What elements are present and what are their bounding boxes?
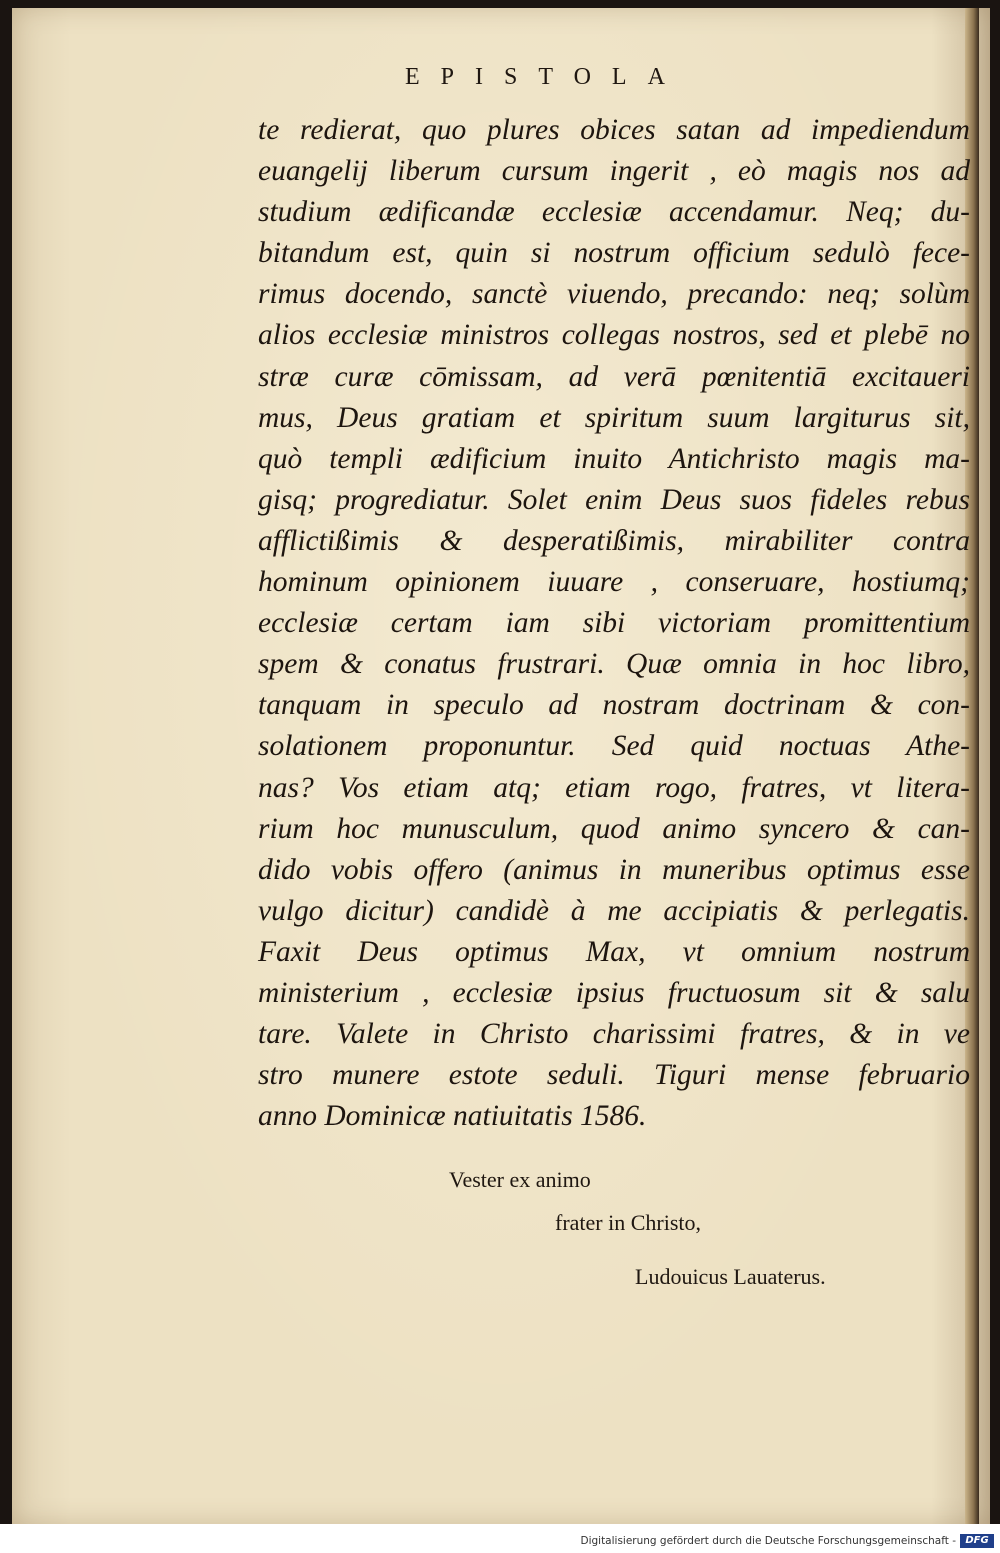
body-line: gisq; progrediatur. Solet enim Deus suos fideles rebus — [258, 483, 970, 516]
dfg-logo: DFG — [960, 1534, 994, 1548]
body-line: studium ædificandæ ecclesiæ accendamur. Neq; du- — [258, 196, 970, 229]
body-line: hominum opinionem iuuare , conseruare, hostiumq; — [258, 566, 970, 599]
body-line: solationem proponuntur. Sed quid noctuas Athe- — [258, 730, 970, 763]
letter-body — [258, 110, 970, 1137]
body-line: ministerium , ecclesiæ ipsius fructuosum sit & salu — [258, 976, 970, 1009]
body-line: stræ curæ cōmissam, ad verā pœnitentiā excitaueri — [258, 360, 970, 393]
funding-note: Digitalisierung gefördert durch die Deutsche Forschungsgemeinschaft - — [580, 1535, 956, 1547]
signature-relation: frater in Christo, — [555, 1210, 702, 1235]
body-line: rium hoc munusculum, quod animo syncero & can- — [258, 812, 970, 845]
body-line: ecclesiæ certam iam sibi victoriam promittentium — [258, 607, 970, 640]
body-line: spem & conatus frustrari. Quæ omnia in hoc libro, — [258, 648, 970, 681]
body-line: bitandum est, quin si nostrum officium sedulò fece- — [258, 237, 970, 270]
body-line: mus, Deus gratiam et spiritum suum largiturus sit, — [258, 401, 970, 434]
body-line: vulgo dicitur) candidè à me accipiatis & perlegatis. — [258, 894, 970, 927]
body-line: tare. Valete in Christo charissimi fratres, & in ve — [258, 1018, 970, 1051]
body-line: tanquam in speculo ad nostram doctrinam & con- — [258, 689, 970, 722]
body-line: rimus docendo, sanctè viuendo, precando: neq; solùm — [258, 278, 970, 311]
signature-closing: Vester ex animo — [449, 1167, 591, 1192]
body-line: te redierat, quo plures obices satan ad impediendum — [258, 114, 970, 146]
body-line: Faxit Deus optimus Max, vt omnium nostrum — [258, 935, 970, 968]
digitization-footer — [0, 1524, 1000, 1553]
body-line: alios ecclesiæ ministros collegas nostros, sed et plebē no — [258, 319, 970, 352]
body-line: afflictißimis & desperatißimis, mirabiliter contra — [258, 524, 970, 557]
running-head: EPISTOLA — [405, 64, 686, 90]
body-line: nas? Vos etiam atq; etiam rogo, fratres, vt litera- — [258, 771, 970, 804]
body-line: quò templi ædificium inuito Antichristo magis ma- — [258, 442, 970, 475]
body-line: anno Dominicæ natiuitatis 1586. — [258, 1100, 647, 1133]
signature-author: Ludouicus Lauaterus. — [635, 1264, 826, 1289]
body-line: dido vobis offero (animus in muneribus optimus esse — [258, 853, 970, 886]
body-line: euangelij liberum cursum ingerit , eò magis nos ad — [258, 155, 970, 188]
body-line: stro munere estote seduli. Tiguri mense februario — [258, 1059, 970, 1092]
